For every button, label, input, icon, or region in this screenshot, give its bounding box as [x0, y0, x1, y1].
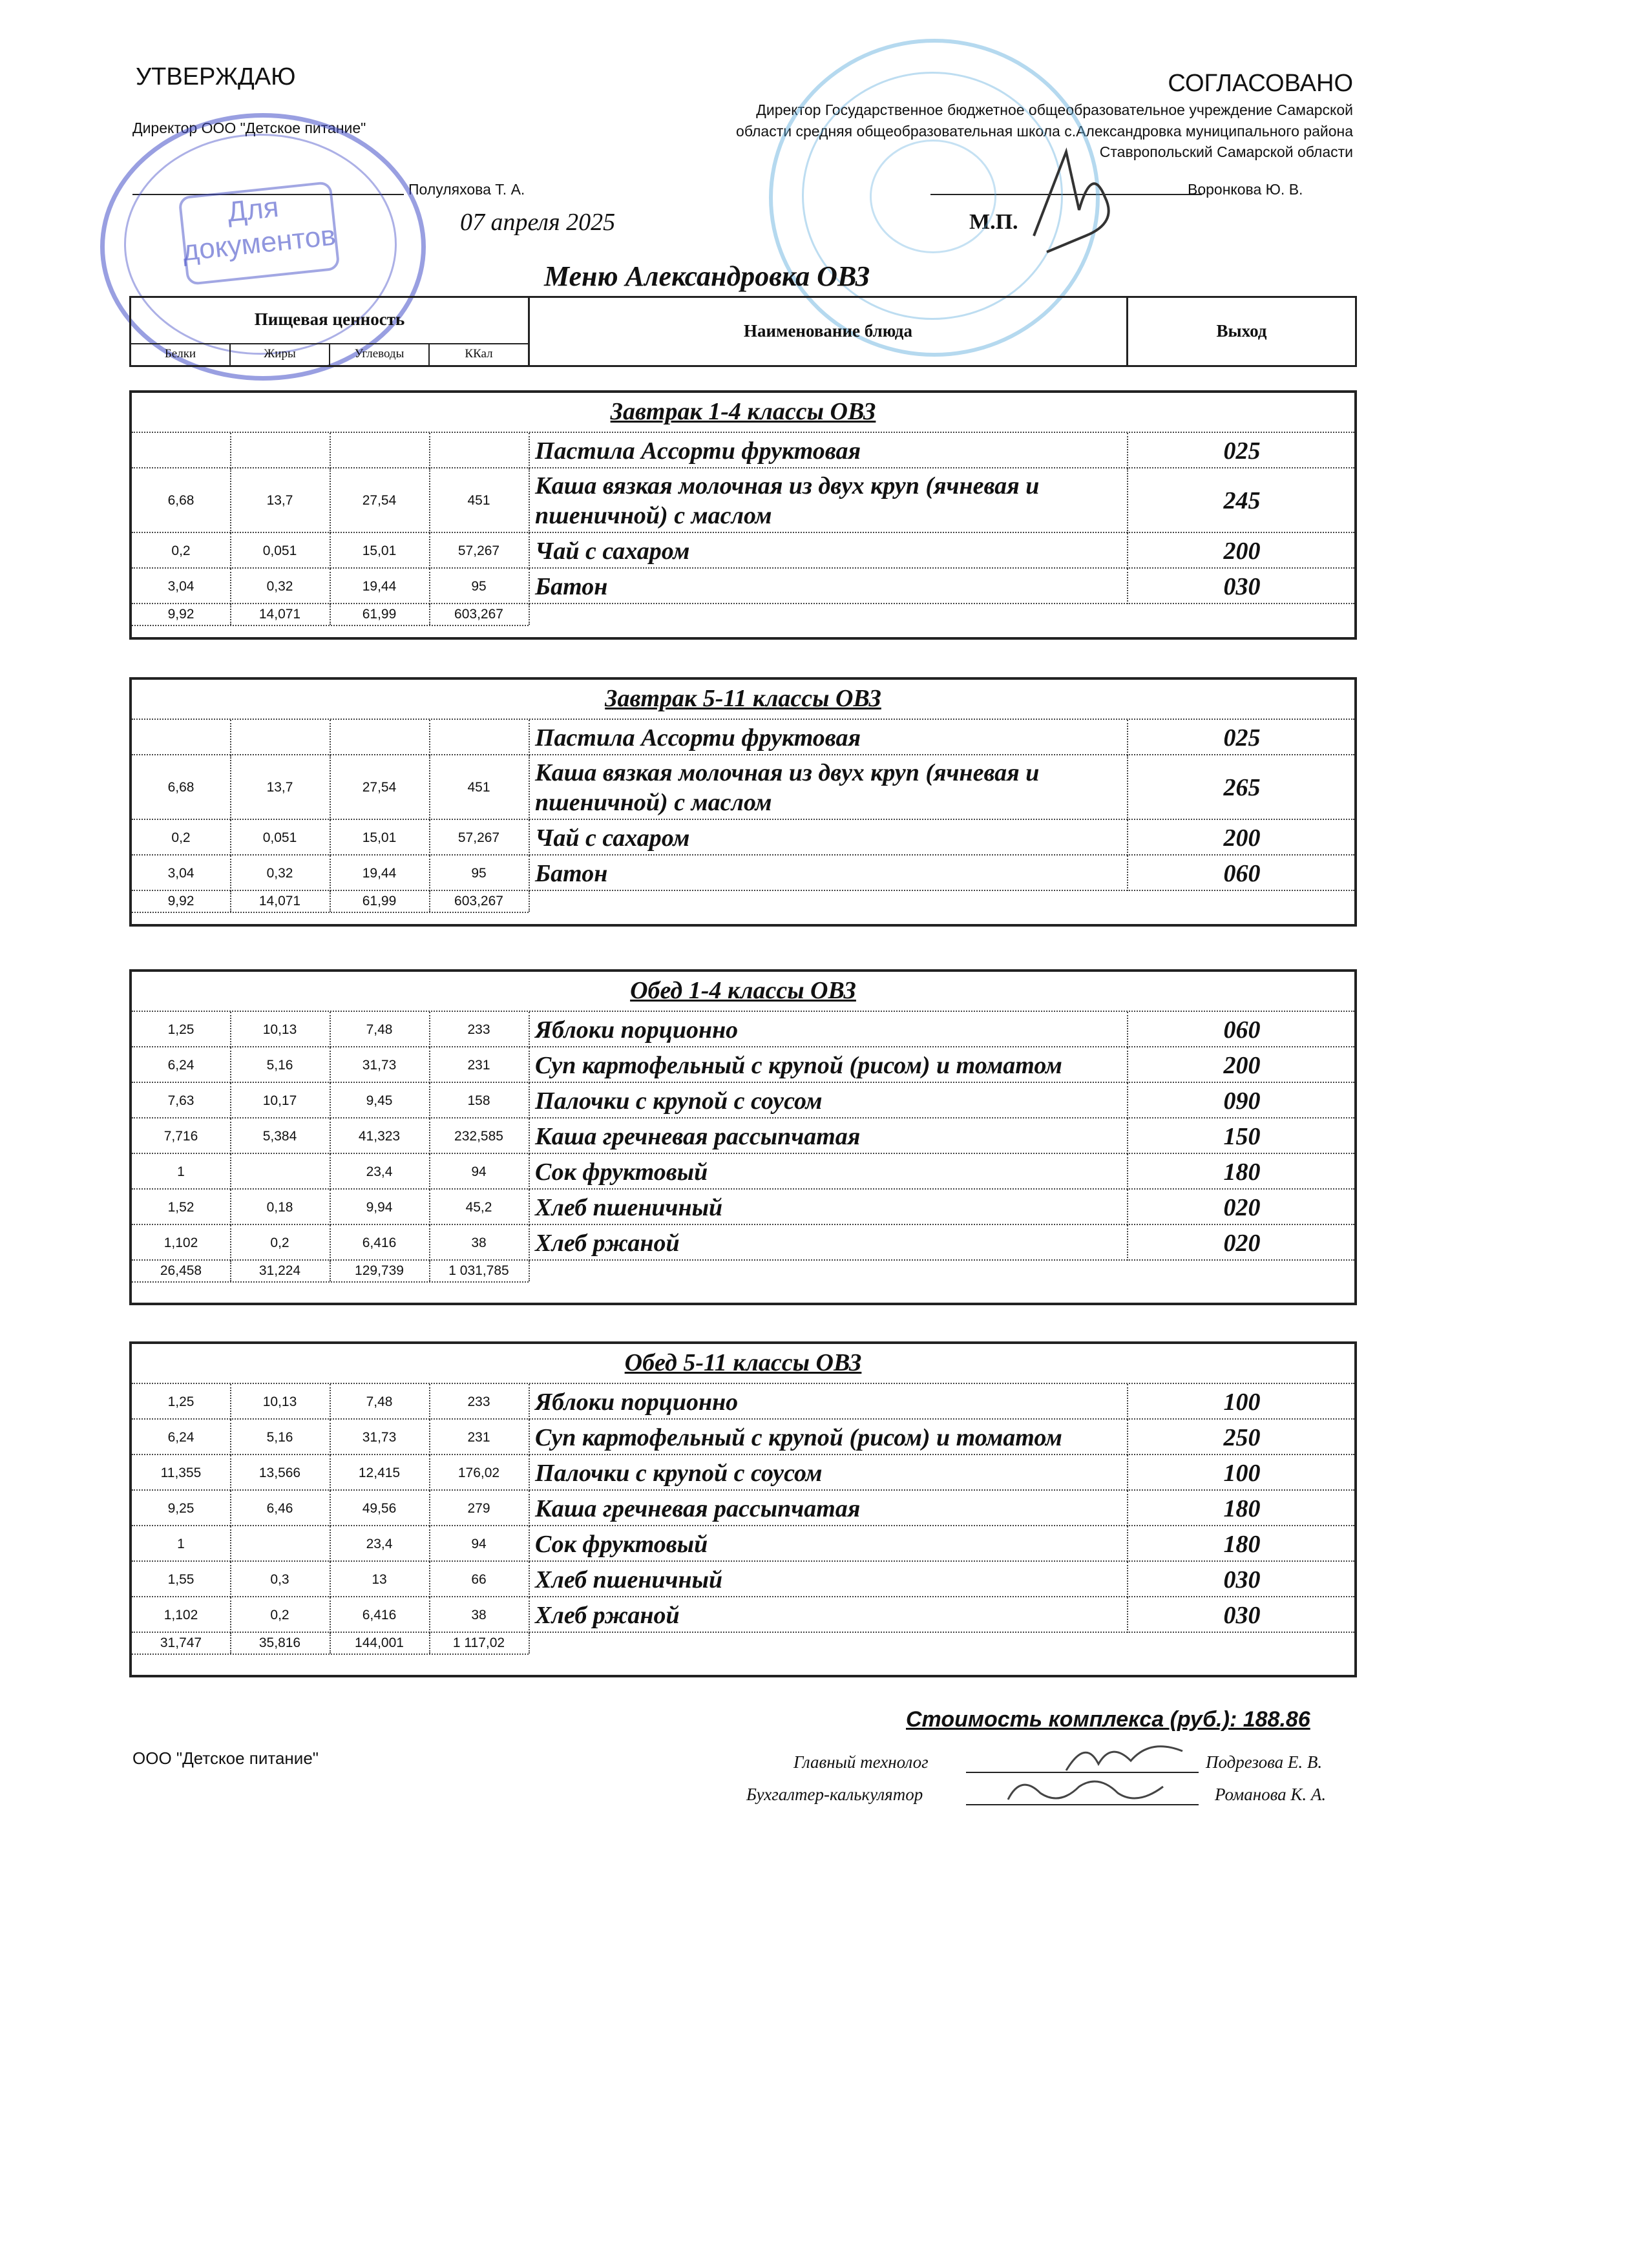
dish-yield: 245	[1223, 487, 1261, 514]
menu-row	[132, 1383, 1354, 1420]
protein-value: 6,24	[167, 1429, 194, 1445]
dish-name: Суп картофельный с крупой (рисом) и томатом	[535, 1423, 1062, 1451]
dish-yield: 180	[1223, 1158, 1261, 1186]
protein-value: 1,102	[163, 1607, 198, 1622]
stamp-text-1: Для	[226, 191, 280, 229]
carbs-value: 19,44	[362, 578, 397, 594]
dish-yield: 030	[1223, 1601, 1261, 1629]
dish-name: Чай с сахаром	[535, 824, 690, 852]
agree-position-3: Ставропольский Самарской области	[1099, 143, 1353, 160]
kcal-value: 94	[471, 1536, 487, 1551]
fat-value: 10,13	[262, 1394, 297, 1409]
menu-row	[132, 1082, 1354, 1118]
menu-section	[129, 390, 1357, 640]
total-carbs: 61,99	[362, 894, 397, 908]
dish-yield: 060	[1223, 859, 1261, 887]
fat-value: 0,051	[262, 543, 297, 558]
carbs-value: 6,416	[362, 1607, 397, 1622]
kcal-value: 233	[467, 1022, 490, 1037]
kcal-value: 38	[471, 1235, 487, 1250]
footer-company: ООО "Детское питание"	[132, 1748, 319, 1768]
dish-name: Каша гречневая рассыпчатая	[535, 1122, 861, 1150]
carbs-value: 7,48	[366, 1394, 393, 1409]
tech-name: Подрезова Е. В.	[1206, 1752, 1323, 1772]
dish-yield: 250	[1223, 1423, 1261, 1451]
kcal-value: 231	[467, 1057, 490, 1073]
dish-yield: 180	[1223, 1495, 1261, 1522]
header-yield: Выход	[1216, 321, 1267, 341]
fat-value	[230, 433, 330, 468]
kcal-value: 95	[471, 578, 487, 594]
dish-name: Каша вязкая молочная из двух круп (ячневая и пшеничной) с маслом	[535, 472, 1040, 529]
protein-value: 0,2	[171, 543, 191, 558]
menu-row	[132, 1011, 1354, 1047]
carbs-value: 6,416	[362, 1235, 397, 1250]
dish-yield: 090	[1223, 1087, 1261, 1115]
header-carbs: Углеводы	[354, 347, 404, 361]
agree-position-1: Директор Государственное бюджетное общеобразовательное учреждение Самарской	[756, 101, 1353, 118]
fat-value: 10,13	[262, 1022, 297, 1037]
kcal-value: 95	[471, 865, 487, 881]
protein-value: 1,102	[163, 1235, 198, 1250]
menu-row	[132, 532, 1354, 569]
protein-value: 7,63	[167, 1093, 194, 1108]
fat-value: 13,566	[258, 1465, 301, 1480]
dish-name: Хлеб ржаной	[535, 1601, 680, 1629]
kcal-value: 57,267	[457, 830, 500, 845]
total-fat: 14,071	[258, 894, 301, 908]
stamp-text-2: документов	[181, 219, 337, 268]
carbs-value: 13	[372, 1571, 387, 1587]
total-carbs: 144,001	[355, 1635, 404, 1650]
carbs-value: 23,4	[366, 1164, 393, 1179]
menu-row	[132, 1560, 1354, 1597]
totals-row	[132, 890, 1354, 912]
dish-yield: 200	[1223, 1051, 1261, 1079]
protein-value: 1,55	[167, 1571, 194, 1587]
fat-value: 13,7	[266, 780, 293, 795]
menu-row	[132, 1596, 1354, 1633]
dish-name: Батон	[535, 859, 608, 887]
dish-yield: 100	[1223, 1459, 1261, 1487]
section-title: Обед 1-4 классы ОВЗ	[630, 977, 856, 1004]
carbs-value: 41,323	[358, 1128, 401, 1144]
dish-name: Яблоки порционно	[535, 1388, 739, 1416]
kcal-value: 231	[467, 1429, 490, 1445]
kcal-value: 451	[467, 493, 490, 508]
menu-row	[132, 1489, 1354, 1526]
header-dish-name: Наименование блюда	[744, 321, 912, 341]
approve-position: Директор ООО "Детское питание"	[132, 120, 366, 136]
dish-yield: 030	[1223, 572, 1261, 600]
protein-value: 11,355	[160, 1465, 202, 1480]
tech-role: Главный технолог	[793, 1752, 929, 1772]
dish-yield: 025	[1223, 437, 1261, 465]
menu-row	[132, 1188, 1354, 1225]
total-protein: 26,458	[160, 1263, 202, 1278]
dish-name: Сок фруктовый	[535, 1158, 708, 1186]
kcal-value: 233	[467, 1394, 490, 1409]
carbs-value: 31,73	[362, 1057, 397, 1073]
dish-yield: 020	[1223, 1229, 1261, 1257]
dish-name: Палочки с крупой с соусом	[535, 1459, 823, 1487]
menu-row	[132, 1224, 1354, 1261]
kcal-value: 45,2	[465, 1199, 492, 1215]
dish-yield: 200	[1223, 824, 1261, 852]
carbs-value: 15,01	[362, 830, 397, 845]
menu-row	[132, 567, 1354, 604]
dish-name: Сок фруктовый	[535, 1530, 708, 1558]
total-kcal: 1 031,785	[448, 1263, 509, 1278]
fat-value: 10,17	[262, 1093, 297, 1108]
dish-name: Чай с сахаром	[535, 537, 690, 565]
carbs-value	[330, 720, 429, 755]
fat-value: 0,32	[266, 865, 293, 881]
acc-name: Романова К. А.	[1215, 1785, 1327, 1804]
protein-value	[132, 433, 230, 468]
carbs-value: 27,54	[362, 780, 397, 795]
agree-signatory: Воронкова Ю. В.	[1188, 181, 1303, 198]
kcal-value	[429, 433, 529, 468]
dish-yield: 020	[1223, 1193, 1261, 1221]
fat-value: 6,46	[266, 1500, 293, 1516]
dish-yield: 030	[1223, 1566, 1261, 1593]
fat-value: 5,384	[262, 1128, 297, 1144]
menu-row	[132, 467, 1354, 533]
menu-row	[132, 1418, 1354, 1455]
protein-value: 7,716	[163, 1128, 198, 1144]
section-title: Завтрак 5-11 классы ОВЗ	[605, 685, 881, 712]
menu-row	[132, 432, 1354, 468]
protein-value: 6,24	[167, 1057, 194, 1073]
section-title: Завтрак 1-4 классы ОВЗ	[610, 398, 876, 425]
protein-value: 9,25	[167, 1500, 194, 1516]
approve-title: УТВЕРЖДАЮ	[136, 63, 296, 90]
fat-value	[230, 1526, 330, 1562]
dish-yield: 025	[1223, 724, 1261, 751]
carbs-value: 49,56	[362, 1500, 397, 1516]
menu-section	[129, 969, 1357, 1305]
kcal-value: 232,585	[454, 1128, 503, 1144]
fat-value: 0,2	[270, 1607, 289, 1622]
menu-row	[132, 1454, 1354, 1491]
dish-name: Суп картофельный с крупой (рисом) и томатом	[535, 1051, 1062, 1079]
menu-row	[132, 719, 1354, 755]
carbs-value: 31,73	[362, 1429, 397, 1445]
dish-name: Яблоки порционно	[535, 1016, 739, 1044]
total-kcal: 603,267	[454, 607, 503, 622]
dish-name: Каша вязкая молочная из двух круп (ячневая и пшеничной) с маслом	[535, 759, 1040, 816]
total-protein: 9,92	[167, 894, 194, 908]
fat-value: 0,2	[270, 1235, 289, 1250]
protein-value: 1,25	[167, 1022, 194, 1037]
totals-row	[132, 1259, 1354, 1281]
fat-value	[230, 720, 330, 755]
agree-position-2: области средняя общеобразовательная школа с.Александровка муниципального района	[736, 123, 1353, 140]
total-protein: 9,92	[167, 607, 194, 622]
dish-name: Палочки с крупой с соусом	[535, 1087, 823, 1115]
protein-value: 1	[177, 1164, 185, 1179]
agree-signature	[1008, 139, 1137, 255]
dish-name: Хлеб ржаной	[535, 1229, 680, 1257]
mp-label: М.П.	[969, 210, 1018, 234]
kcal-value: 57,267	[457, 543, 500, 558]
section-title: Обед 5-11 классы ОВЗ	[624, 1349, 862, 1376]
kcal-value	[429, 720, 529, 755]
kcal-value: 279	[467, 1500, 490, 1516]
kcal-value: 38	[471, 1607, 487, 1622]
protein-value: 3,04	[167, 578, 194, 594]
protein-value: 6,68	[167, 780, 194, 795]
dish-yield: 060	[1223, 1016, 1261, 1044]
fat-value: 13,7	[266, 493, 293, 508]
carbs-value: 9,45	[366, 1093, 393, 1108]
total-kcal: 603,267	[454, 894, 503, 908]
carbs-value	[330, 433, 429, 468]
fat-value: 5,16	[266, 1057, 293, 1073]
carbs-value: 15,01	[362, 543, 397, 558]
menu-row	[132, 754, 1354, 820]
carbs-value: 12,415	[358, 1465, 401, 1480]
protein-value: 1,52	[167, 1199, 194, 1215]
total-fat: 35,816	[258, 1635, 301, 1650]
dish-name: Батон	[535, 572, 608, 600]
carbs-value: 23,4	[366, 1536, 393, 1551]
fat-value: 0,18	[266, 1199, 293, 1215]
total-fat: 14,071	[258, 607, 301, 622]
dish-name: Пастила Ассорти фруктовая	[535, 437, 861, 465]
menu-row	[132, 1046, 1354, 1083]
menu-section	[129, 677, 1357, 927]
protein-value: 3,04	[167, 865, 194, 881]
dish-yield: 200	[1223, 537, 1261, 565]
totals-row	[132, 603, 1354, 625]
fat-value: 0,3	[270, 1571, 289, 1587]
dish-yield: 100	[1223, 1388, 1261, 1416]
acc-signature	[1002, 1767, 1170, 1812]
header-fats: Жиры	[264, 347, 296, 361]
menu-section	[129, 1341, 1357, 1677]
carbs-value: 9,94	[366, 1199, 393, 1215]
acc-role: Бухгалтер-калькулятор	[746, 1785, 923, 1804]
fat-value: 0,32	[266, 578, 293, 594]
kcal-value: 176,02	[457, 1465, 500, 1480]
column-header	[129, 296, 1357, 367]
dish-yield: 150	[1223, 1122, 1261, 1150]
header-proteins: Белки	[164, 347, 196, 361]
approve-date: 07 апреля 2025	[460, 209, 616, 236]
carbs-value: 7,48	[366, 1022, 393, 1037]
menu-row	[132, 819, 1354, 856]
total-fat: 31,224	[258, 1263, 301, 1278]
dish-name: Каша гречневая рассыпчатая	[535, 1495, 861, 1522]
cost-total: Стоимость комплекса (руб.): 188.86	[906, 1707, 1310, 1732]
menu-title: Меню Александровка ОВЗ	[544, 260, 870, 292]
dish-name: Хлеб пшеничный	[535, 1193, 723, 1221]
kcal-value: 158	[467, 1093, 490, 1108]
header-kcal: ККал	[465, 347, 493, 361]
carbs-value: 27,54	[362, 493, 397, 508]
fat-value	[230, 1154, 330, 1190]
totals-row	[132, 1632, 1354, 1654]
approve-signatory: Полуляхова Т. А.	[408, 181, 525, 198]
kcal-value: 66	[471, 1571, 487, 1587]
total-carbs: 129,739	[355, 1263, 404, 1278]
fat-value: 5,16	[266, 1429, 293, 1445]
agree-title: СОГЛАСОВАНО	[1168, 70, 1353, 97]
header-nutrition: Пищевая ценность	[254, 310, 405, 329]
kcal-value: 94	[471, 1164, 487, 1179]
dish-yield: 265	[1223, 774, 1261, 801]
fat-value: 0,051	[262, 830, 297, 845]
menu-row	[132, 1525, 1354, 1562]
menu-row	[132, 854, 1354, 891]
protein-value: 6,68	[167, 493, 194, 508]
protein-value: 0,2	[171, 830, 191, 845]
total-protein: 31,747	[160, 1635, 202, 1650]
protein-value: 1	[177, 1536, 185, 1551]
dish-name: Хлеб пшеничный	[535, 1566, 723, 1593]
carbs-value: 19,44	[362, 865, 397, 881]
total-carbs: 61,99	[362, 607, 397, 622]
total-kcal: 1 117,02	[452, 1635, 505, 1650]
dish-yield: 180	[1223, 1530, 1261, 1558]
protein-value	[132, 720, 230, 755]
kcal-value: 451	[467, 780, 490, 795]
menu-row	[132, 1117, 1354, 1154]
protein-value: 1,25	[167, 1394, 194, 1409]
menu-row	[132, 1153, 1354, 1190]
dish-name: Пастила Ассорти фруктовая	[535, 724, 861, 751]
